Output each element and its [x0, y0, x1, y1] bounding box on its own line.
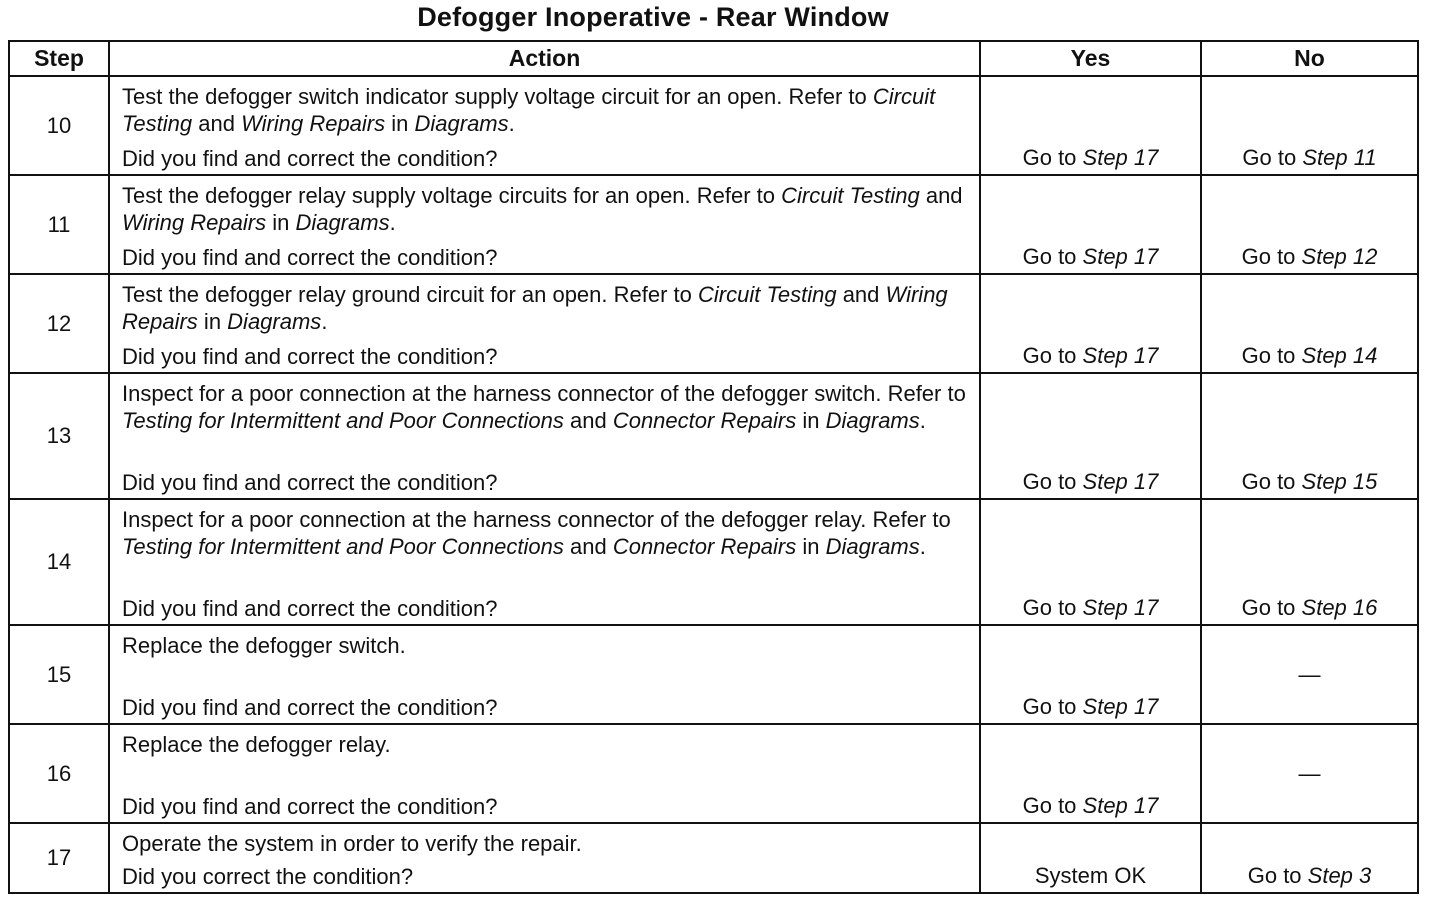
step-number: 17: [9, 823, 109, 893]
yes-step-link: Step 17: [1082, 793, 1159, 818]
no-step-link: Step 11: [1302, 145, 1377, 170]
action-text-segment: in: [796, 408, 826, 433]
yes-result: [980, 274, 1201, 373]
action-text: [122, 281, 967, 335]
action-text-segment: and: [836, 282, 886, 307]
action-text-segment: in: [197, 309, 228, 334]
yes-step-link: Step 17: [1082, 244, 1159, 269]
reference-link-text: Diagrams: [414, 111, 509, 136]
table-row: [9, 625, 1418, 724]
reference-link-text: Testing for Intermittent and Poor Connections: [122, 408, 564, 433]
action-question: Did you find and correct the condition?: [122, 596, 498, 621]
no-step-link: Step 14: [1301, 343, 1378, 368]
action-text: [122, 731, 967, 758]
action-text-segment: in: [266, 210, 296, 235]
no-not-applicable: —: [1298, 760, 1321, 786]
no-step-link: Step 3: [1307, 863, 1372, 888]
reference-link-text: Connector Repairs: [612, 534, 797, 559]
action-text-segment: .: [321, 309, 328, 334]
table-row: [9, 76, 1418, 175]
action-cell: [109, 373, 980, 499]
yes-result: [980, 76, 1201, 175]
yes-step-link: Step 17: [1082, 145, 1159, 170]
yes-goto-prefix: Go to: [1022, 469, 1083, 494]
action-cell: [109, 499, 980, 625]
yes-result: [980, 373, 1201, 499]
yes-step-link: Step 17: [1082, 694, 1159, 719]
yes-goto-prefix: Go to: [1022, 595, 1083, 620]
action-text-segment: .: [508, 111, 515, 136]
action-question: Did you find and correct the condition?: [122, 794, 498, 819]
no-goto-prefix: Go to: [1242, 145, 1303, 170]
yes-goto-prefix: Go to: [1022, 145, 1083, 170]
step-number: 15: [9, 625, 109, 724]
table-row: [9, 499, 1418, 625]
action-text-segment: Replace the defogger switch.: [122, 633, 406, 658]
reference-link-text: Diagrams: [825, 408, 920, 433]
yes-goto-prefix: Go to: [1022, 244, 1083, 269]
no-step-link: Step 12: [1301, 244, 1378, 269]
reference-link-text: Circuit Testing: [122, 84, 936, 136]
step-number: 13: [9, 373, 109, 499]
action-text: [122, 182, 967, 236]
no-goto-prefix: Go to: [1241, 469, 1302, 494]
step-number: 11: [9, 175, 109, 274]
reference-link-text: Wiring Repairs: [122, 210, 267, 235]
yes-result: [980, 724, 1201, 823]
action-text-segment: .: [919, 534, 926, 559]
action-text-segment: and: [919, 183, 963, 208]
reference-link-text: Wiring Repairs: [122, 282, 948, 334]
action-text-segment: Replace the defogger relay.: [122, 732, 391, 757]
step-number: 10: [9, 76, 109, 175]
yes-result: [980, 625, 1201, 724]
action-text: [122, 632, 967, 659]
header-step: Step: [9, 41, 109, 76]
header-yes: Yes: [980, 41, 1201, 76]
yes-result: [980, 499, 1201, 625]
no-not-applicable: —: [1298, 661, 1321, 687]
step-number: 16: [9, 724, 109, 823]
reference-link-text: Testing for Intermittent and Poor Connections: [122, 534, 564, 559]
yes-result: [980, 175, 1201, 274]
action-text-segment: and: [563, 408, 613, 433]
yes-goto-prefix: Go to: [1022, 343, 1083, 368]
table-body: [9, 76, 1418, 893]
action-question: Did you find and correct the condition?: [122, 695, 498, 720]
action-text-segment: Test the defogger relay supply voltage circuits for an open. Refer to: [122, 183, 782, 208]
action-text: [122, 506, 967, 560]
action-cell: [109, 724, 980, 823]
header-row: [9, 41, 1418, 76]
no-result: [1201, 823, 1418, 893]
action-cell: [109, 274, 980, 373]
table-row: [9, 823, 1418, 893]
table-row: [9, 274, 1418, 373]
action-question: Did you find and correct the condition?: [122, 245, 498, 270]
no-result: [1201, 76, 1418, 175]
no-goto-prefix: Go to: [1241, 343, 1302, 368]
yes-goto-prefix: Go to: [1022, 694, 1083, 719]
action-text-segment: in: [796, 534, 826, 559]
action-cell: [109, 76, 980, 175]
action-text: [122, 830, 967, 857]
reference-link-text: Diagrams: [227, 309, 322, 334]
action-text-segment: Operate the system in order to verify the repair.: [122, 831, 582, 856]
action-text-segment: Test the defogger switch indicator supply voltage circuit for an open. Refer to: [122, 84, 873, 109]
no-result: [1201, 274, 1418, 373]
no-result: [1201, 373, 1418, 499]
no-goto-prefix: Go to: [1241, 595, 1302, 620]
no-result: [1201, 175, 1418, 274]
step-number: 14: [9, 499, 109, 625]
action-text-segment: .: [919, 408, 926, 433]
table-row: [9, 175, 1418, 274]
yes-step-link: Step 17: [1082, 595, 1159, 620]
action-text-segment: Test the defogger relay ground circuit for an open. Refer to: [122, 282, 698, 307]
action-text-segment: Inspect for a poor connection at the harness connector of the defogger relay. Refer to: [122, 507, 951, 532]
no-goto-prefix: Go to: [1241, 244, 1302, 269]
no-result: [1201, 499, 1418, 625]
header-action: Action: [109, 41, 980, 76]
diagnostic-table: [8, 40, 1419, 894]
yes-goto-prefix: Go to: [1022, 793, 1083, 818]
action-cell: [109, 625, 980, 724]
no-step-link: Step 16: [1301, 595, 1378, 620]
step-number: 12: [9, 274, 109, 373]
action-text: [122, 83, 967, 137]
action-question: Did you find and correct the condition?: [122, 344, 498, 369]
action-cell: [109, 823, 980, 893]
action-question: Did you find and correct the condition?: [122, 146, 498, 171]
action-cell: [109, 175, 980, 274]
no-result: [1201, 724, 1418, 823]
yes-step-link: Step 17: [1082, 343, 1159, 368]
action-text-segment: in: [385, 111, 415, 136]
action-text-segment: .: [389, 210, 396, 235]
reference-link-text: Diagrams: [295, 210, 390, 235]
action-text-segment: and: [192, 111, 242, 136]
yes-result: [980, 823, 1201, 893]
action-text-segment: Inspect for a poor connection at the harness connector of the defogger switch. Refer to: [122, 381, 966, 406]
action-text: [122, 380, 967, 434]
reference-link-text: Wiring Repairs: [241, 111, 386, 136]
header-no: No: [1201, 41, 1418, 76]
no-step-link: Step 15: [1301, 469, 1378, 494]
table-row: [9, 724, 1418, 823]
reference-link-text: Circuit Testing: [781, 183, 920, 208]
page-title: Defogger Inoperative - Rear Window: [417, 2, 889, 32]
table-row: [9, 373, 1418, 499]
reference-link-text: Diagrams: [825, 534, 920, 559]
yes-text: System OK: [1034, 863, 1147, 888]
yes-step-link: Step 17: [1082, 469, 1159, 494]
reference-link-text: Circuit Testing: [698, 282, 837, 307]
action-question: Did you correct the condition?: [122, 864, 414, 889]
no-goto-prefix: Go to: [1247, 863, 1308, 888]
action-text-segment: and: [563, 534, 613, 559]
action-question: Did you find and correct the condition?: [122, 470, 498, 495]
reference-link-text: Connector Repairs: [612, 408, 797, 433]
no-result: [1201, 625, 1418, 724]
